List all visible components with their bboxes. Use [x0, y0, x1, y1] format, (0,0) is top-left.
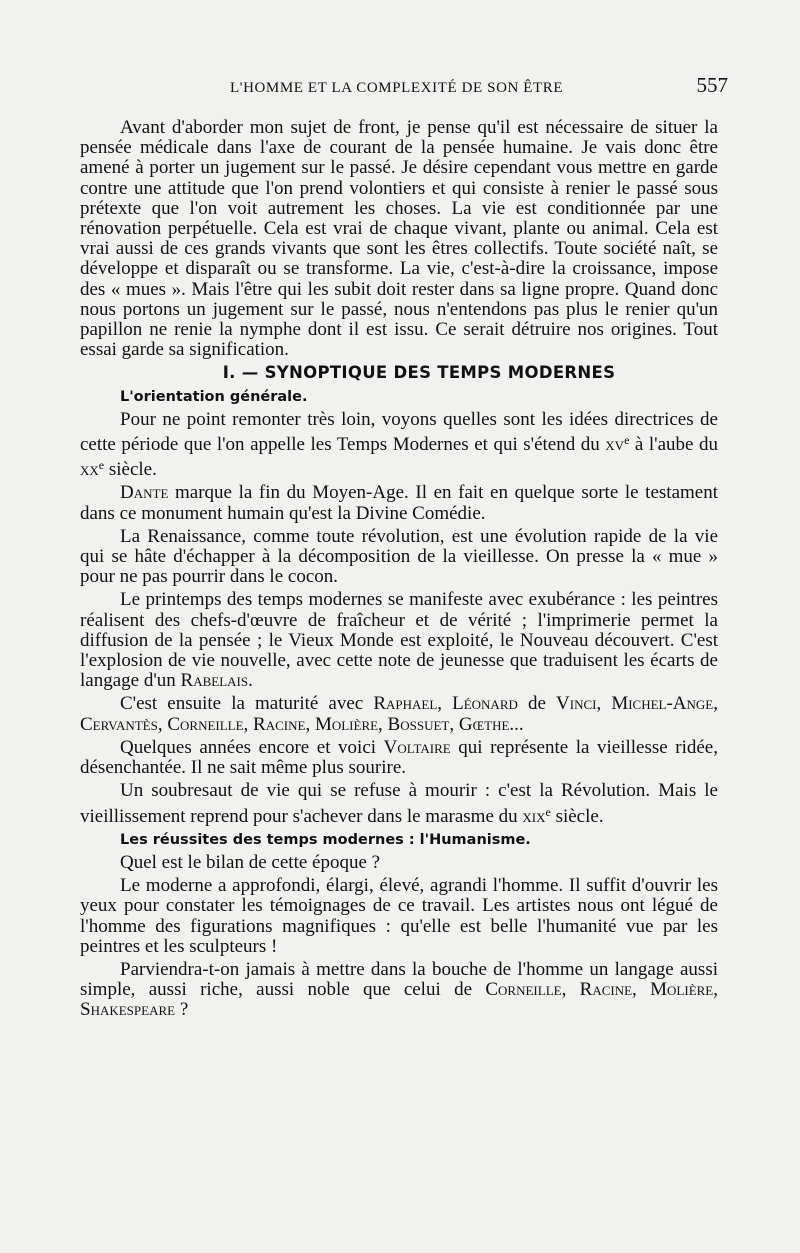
section-title: I. — SYNOPTIQUE DES TEMPS MODERNES	[222, 363, 616, 383]
paragraph-revolution: Un soubresaut de vie qui se refuse à mourir : c'est la Révolution. Mais le vieillissement reprend pour s'achever dans le marasme du xix$^e$ siècle.	[80, 780, 718, 827]
paragraph-renaissance: La Renaissance, comme toute révolution, est une évolution rapide de la vie qui se hâte d'échapper à la décomposition de la vieillesse. On presse la « mue » pour ne pas pourrir dans le cocon.	[80, 525, 718, 588]
paragraph-temps-modernes: Pour ne point remonter très loin, voyons quelles sont les idées directrices de cette période que l'on appelle les Temps Modernes et qui s'étend du $xv^e$ à l'aube du $xx^e$ siècle.	[80, 408, 718, 481]
paragraph-voltaire: Quelques années encore et voici Voltaire qui représente la vieillesse ridée, désenchantée. Il ne sait même plus sourire.	[80, 736, 718, 779]
paragraph-dante: Dante marque la fin du Moyen-Age. Il en fait en quelque sorte le testament dans ce monument humain qu'est la Divine Comédie.	[80, 482, 718, 524]
subheading-orientation: L'orientation générale.	[120, 388, 308, 405]
page-number: 557	[696, 73, 728, 97]
paragraph-maturite: C'est ensuite la maturité avec Raphael, Léonard de Vinci, Michel-Ange, Cervantès, Corneille, Racine, Molière, Bossuet, Gœthe...	[80, 693, 718, 735]
paragraph-bilan: Quel est le bilan de cette époque ?	[120, 851, 381, 873]
page-body	[80, 118, 718, 1021]
paragraph-langage: Parviendra-t-on jamais à mettre dans la bouche de l'homme un langage aussi simple, aussi riche, aussi noble que celui de Corneille, Racine, Molière, Shakespeare ?	[80, 958, 718, 1021]
subheading-reussites: Les réussites des temps modernes : l'Humanisme.	[120, 831, 531, 848]
paragraph-moderne: Le moderne a approfondi, élargi, élevé, agrandi l'homme. Il suffit d'ouvrir les yeux pour constater les témoignages de ce travail. Les artistes nous ont légué de l'homme des figurations magnifiques : qu'elle est belle l'humanité vue par les peintres et les sculpteurs !	[80, 875, 718, 957]
paragraph-printemps: Le printemps des temps modernes se manifeste avec exubérance : les peintres réalisent des chefs-d'œuvre de fraîcheur et de vérité ; l'imprimerie permet la diffusion de la pensée ; le Vieux Monde est exploité, le Nouveau découvert. C'est l'explosion de vie nouvelle, avec cette note de jeunesse que traduisent les écarts de langage d'un Rabelais.	[80, 589, 718, 692]
running-title: L'HOMME ET LA COMPLEXITÉ DE SON ÊTRE	[230, 80, 564, 96]
intro-paragraph: Avant d'aborder mon sujet de front, je pense qu'il est nécessaire de situer la pensée médicale dans l'axe de courant de la pensée humaine. Je vais donc être amené à porter un jugement sur le passé. Je désire cependant vous mettre en garde contre une attitude que l'on prend volontiers et qui consiste à renier le passé sous prétexte que l'on voit autrement les choses. La vie est conditionnée par une rénovation perpétuelle. Cela est vrai de chaque vivant, plante ou animal. Cela est vrai aussi de ces grands vivants que sont les êtres collectifs. Toute société naît, se développe et disparaît ou se transforme. La vie, c'est-à-dire la croissance, impose des « mues ». Mais l'être qui les subit doit rester dans sa ligne propre. Quand donc nous portons un jugement sur le passé, nous n'entendons pas plus le renier qu'un papillon ne renie la nymphe dont il est issu. Ce serait détruire nos origines. Tout essai garde sa signification.	[80, 117, 718, 361]
